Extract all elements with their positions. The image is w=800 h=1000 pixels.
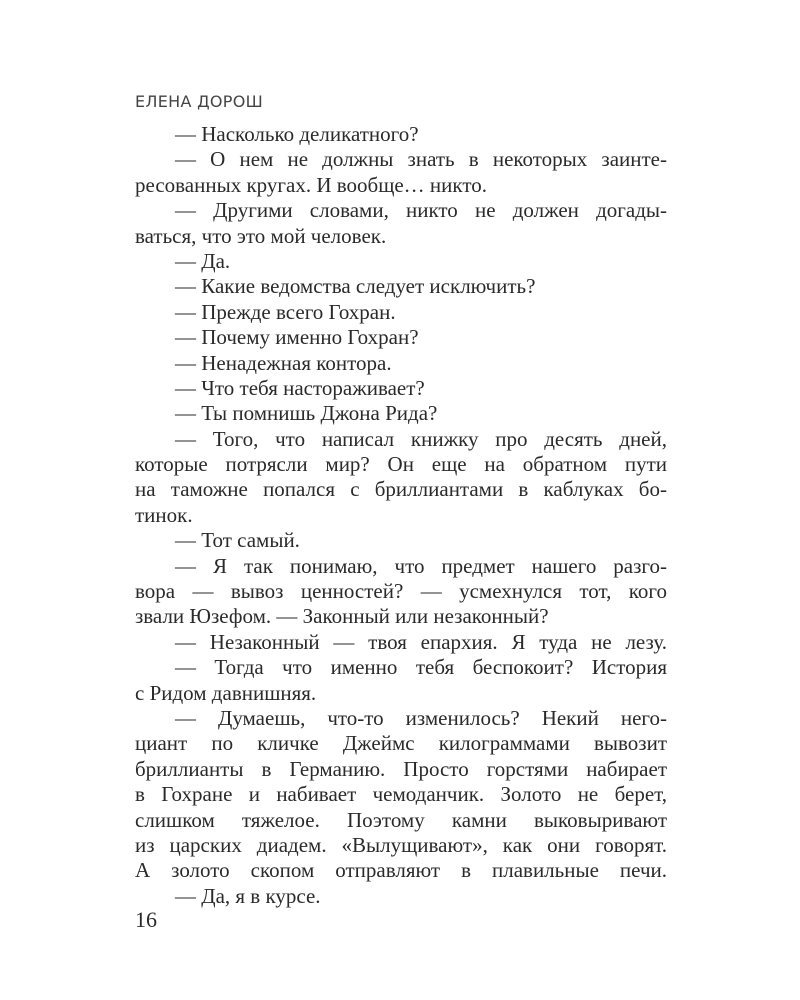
text-line: — Думаешь, что-то изменилось? Некий него- — [175, 705, 667, 730]
text-line: — Прежде всего Гохран. — [175, 299, 396, 324]
text-line: — Я так понимаю, что предмет нашего разго- — [175, 553, 667, 578]
text-line: звали Юзефом. — Законный или незаконный? — [135, 604, 549, 629]
text-line: — Почему именно Гохран? — [175, 325, 419, 350]
text-line: — Ненадежная контора. — [175, 350, 392, 375]
text-line: — Другими словами, никто не должен догады- — [175, 198, 667, 223]
text-line: слишком тяжелое. Поэтому камни выковыривают — [135, 807, 667, 832]
text-line: — Того, что написал книжку про десять дней, — [175, 426, 667, 451]
running-header-author: ЕЛЕНА ДОРОШ — [135, 92, 264, 111]
text-line: в Гохране и набивает чемоданчик. Золото не берет, — [135, 782, 667, 807]
text-line: ваться, что это мой человек. — [135, 223, 387, 248]
text-line: — Да, я в курсе. — [175, 883, 321, 908]
text-line: — Ты помнишь Джона Рида? — [175, 401, 438, 426]
text-line: — Тогда что именно тебя беспокоит? История — [175, 655, 667, 680]
text-line: — Тот самый. — [175, 528, 300, 553]
text-line: из царских диадем. «Вылущивают», как они говорят. — [135, 832, 667, 857]
text-line: — О нем не должны знать в некоторых заинте- — [175, 147, 667, 172]
text-line: вора — вывоз ценностей? — усмехнулся тот, кого — [135, 579, 667, 604]
text-line: ресованных кругах. И вообще… никто. — [135, 172, 487, 197]
text-line: бриллианты в Германию. Просто горстями набирает — [135, 756, 667, 781]
text-line: — Насколько деликатного? — [175, 122, 419, 146]
text-line: — Какие ведомства следует исключить? — [175, 274, 536, 299]
text-line: А золото скопом отправляют в плавильные печи. — [135, 858, 667, 883]
text-line: которые потрясли мир? Он еще на обратном пути — [135, 452, 667, 477]
text-line: — Да. — [175, 248, 231, 273]
text-line: — Незаконный — твоя епархия. Я туда не лезу. — [175, 629, 667, 654]
text-line: тинок. — [135, 502, 193, 527]
body-text — [135, 122, 667, 909]
page-number: 16 — [135, 907, 157, 932]
text-line: на таможне попался с бриллиантами в каблуках бо- — [135, 477, 667, 502]
text-line: — Что тебя настораживает? — [175, 375, 425, 400]
text-line: с Ридом давнишняя. — [135, 680, 317, 705]
text-line: циант по кличке Джеймс килограммами вывозит — [135, 731, 667, 756]
